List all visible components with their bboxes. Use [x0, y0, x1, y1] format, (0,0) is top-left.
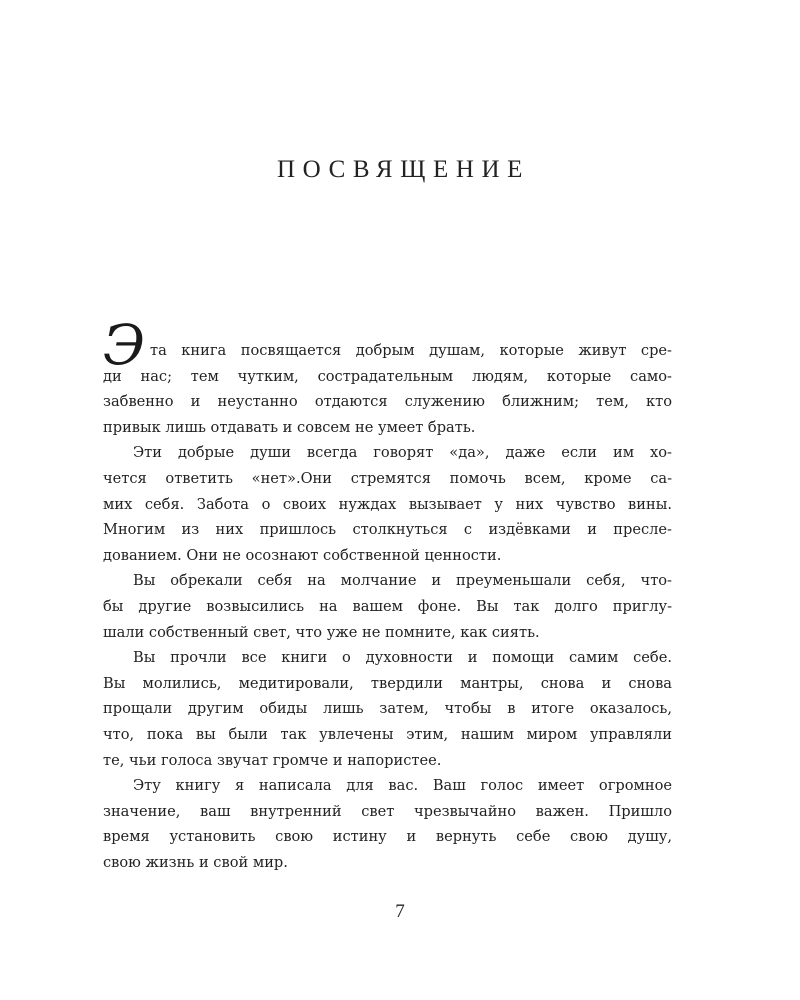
text-line-2: ди нас; тем чутким, сострадательным людям, которые само- — [103, 367, 672, 385]
text-line-14: Вы молились, медитировали, твердили мантры, снова и снова — [103, 674, 672, 692]
text-line-19: значение, ваш внутренний свет чрезвычайно важен. Пришло — [103, 802, 672, 820]
text-line-13: Вы прочли все книги о духовности и помощи самим себе. — [133, 649, 672, 667]
text-line-1: та книга посвящается добрым душам, которые живут сре- — [150, 342, 672, 359]
page-title: ПОСВЯЩЕНИЕ — [276, 156, 531, 183]
text-line-17: те, чьи голоса звучат громче и напористее. — [103, 751, 442, 769]
text-line-6: чется ответить «нет».Они стремятся помочь всем, кроме са- — [103, 469, 672, 487]
text-line-10: Вы обрекали себя на молчание и преуменьшали себя, что- — [133, 572, 672, 590]
text-line-11: бы другие возвысились на вашем фоне. Вы так долго приглу- — [103, 597, 672, 615]
text-line-8: Многим из них пришлось столкнуться с издёвками и пресле- — [103, 521, 672, 539]
text-line-21: свою жизнь и свой мир. — [103, 853, 288, 871]
text-line-18: Эту книгу я написала для вас. Ваш голос имеет огромное — [133, 777, 672, 795]
text-line-7: мих себя. Забота о своих нуждах вызывает у них чувство вины. — [103, 495, 672, 513]
drop-cap-letter: Э — [103, 313, 146, 377]
text-line-5: Эти добрые души всегда говорят «да», даже если им хо- — [133, 444, 672, 462]
text-line-20: время установить свою истину и вернуть себе свою душу, — [103, 828, 672, 846]
text-line-15: прощали другим обиды лишь затем, чтобы в итоге оказалось, — [103, 700, 672, 718]
text-line-3: забвенно и неустанно отдаются служению ближним; тем, кто — [103, 393, 672, 411]
text-line-9: дованием. Они не осознают собственной ценности. — [103, 546, 502, 564]
page-number: 7 — [395, 901, 405, 922]
dedication-text — [103, 313, 672, 875]
text-line-4: привык лишь отдавать и совсем не умеет брать. — [103, 418, 476, 436]
text-line-12: шали собственный свет, что уже не помните, как сиять. — [103, 623, 540, 641]
text-line-16: что, пока вы были так увлечены этим, нашим миром управляли — [103, 725, 672, 743]
